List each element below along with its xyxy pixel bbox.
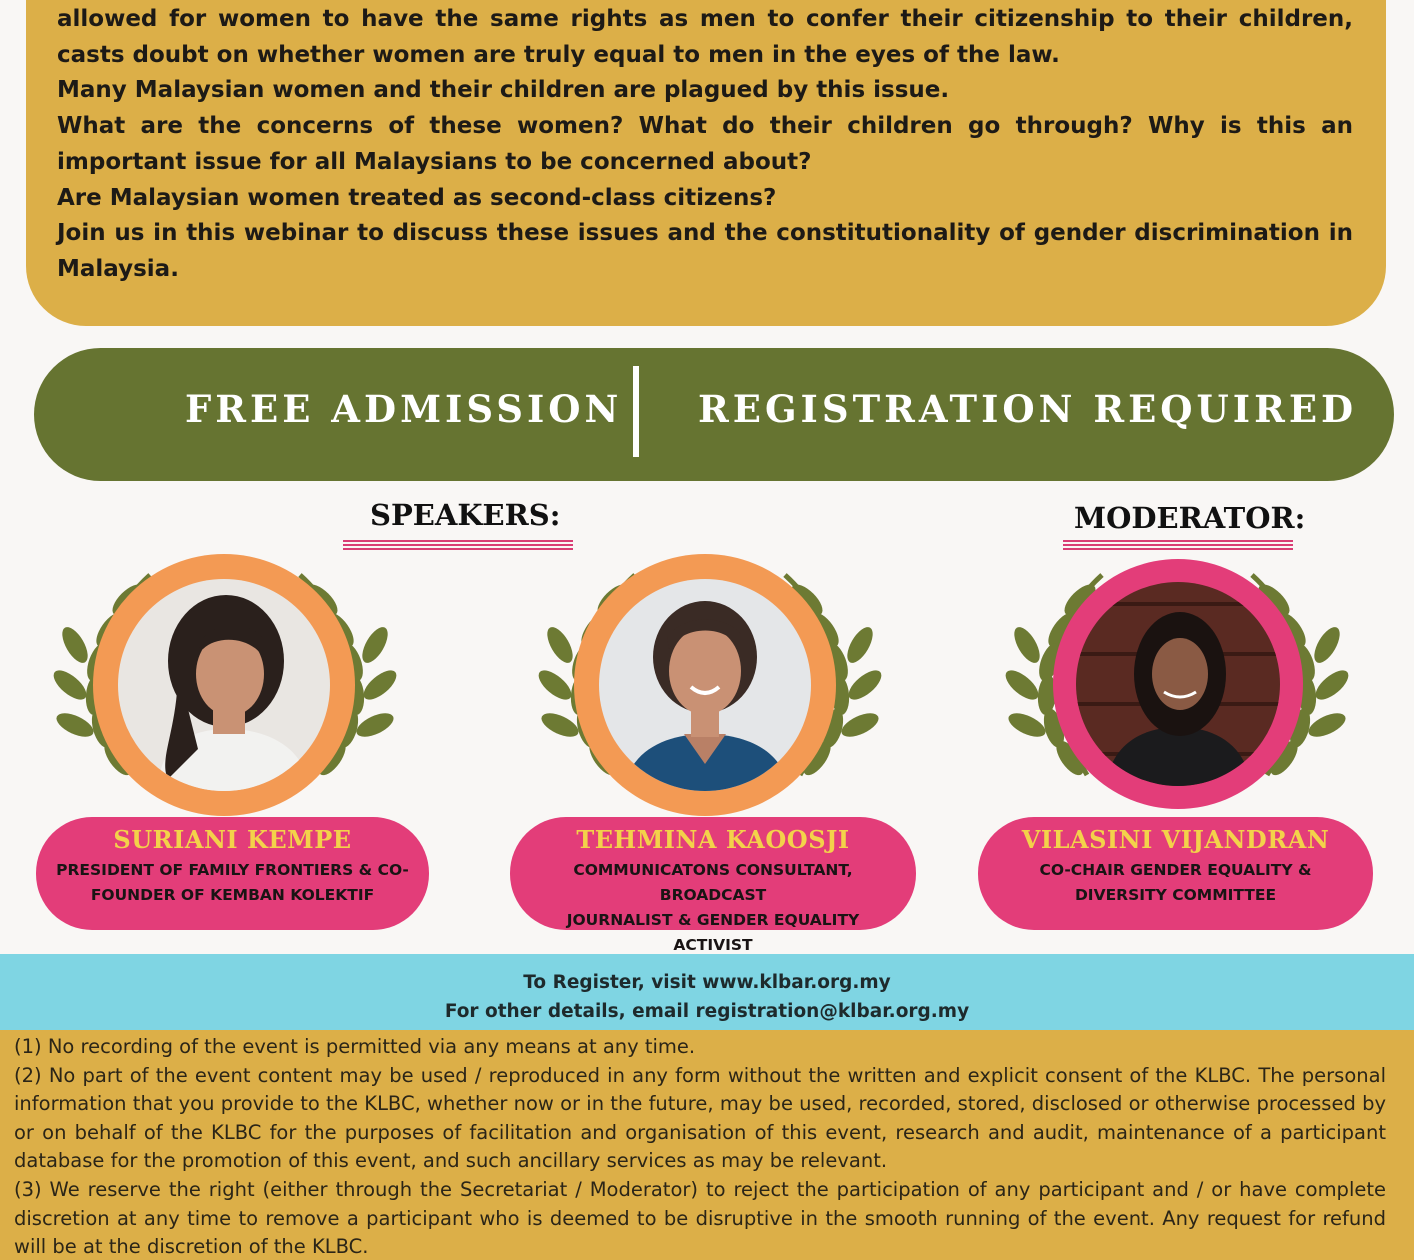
terms-text [14, 1033, 1386, 1260]
moderator-heading: MODERATOR: [1074, 501, 1306, 535]
moderator-name: VILASINI VIJANDRAN [1021, 825, 1330, 854]
intro-paragraph: What are the concerns of these women? What do their children go through? Why is this an important issue for all Malaysians to be concerned about? [57, 113, 1353, 175]
speaker-role-line: JOURNALIST & GENDER EQUALITY ACTIVIST [566, 911, 860, 954]
moderator-underline [1063, 540, 1293, 550]
speaker-role [510, 858, 916, 958]
moderator-role [978, 858, 1373, 908]
speaker-photo [599, 579, 811, 791]
terms-item: (1) No recording of the event is permitted via any means at any time. [14, 1035, 696, 1058]
moderator-photo [1076, 582, 1280, 786]
banner-divider [633, 366, 639, 457]
register-strip [0, 954, 1414, 1030]
registration-required-label: REGISTRATION REQUIRED [698, 387, 1358, 431]
speaker-role-line: COMMUNICATONS CONSULTANT, BROADCAST [573, 861, 853, 904]
intro-paragraph: Many Malaysian women and their children are plagued by this issue. [57, 77, 950, 104]
intro-text [57, 2, 1353, 288]
speaker-role-line: FOUNDER OF KEMBAN KOLEKTIF [90, 886, 375, 904]
speakers-underline [343, 540, 573, 550]
intro-paragraph: Join us in this webinar to discuss these issues and the constitutionality of gender discrimination in Malaysia. [57, 220, 1353, 282]
speaker-card [510, 817, 916, 954]
terms-item: (2) No part of the event content may be used / reproduced in any form without the written and explicit consent of the KLBC. The personal information that you provide to the KLBC, whether now or in the future, may be used, recorded, stored, disclosed or otherwise processed by or on behalf of the KLBC for the purposes of facilitation and organisation of this event, research and audit, maintenance of a participant database for the promotion of this event, and such ancillary services as may be relevant. [14, 1063, 1386, 1173]
moderator-role-line: DIVERSITY COMMITTEE [1074, 886, 1277, 904]
speaker-name: SURIANI KEMPE [113, 825, 352, 854]
intro-paragraph: Are Malaysian women treated as second-class citizens? [57, 184, 777, 211]
contact-line: For other details, email registration@klbar.org.my [444, 1001, 970, 1022]
intro-paragraph: allowed for women to have the same rights as men to confer their citizenship to their children, casts doubt on whether women are truly equal to men in the eyes of the law. [57, 6, 1353, 68]
speaker-role [36, 858, 429, 908]
moderator-card [978, 817, 1373, 930]
speaker-name: TEHMINA KAOOSJI [576, 825, 850, 854]
speakers-heading: SPEAKERS: [370, 498, 561, 532]
free-admission-label: FREE ADMISSION [185, 387, 623, 431]
register-line: To Register, visit www.klbar.org.my [523, 972, 891, 993]
speaker-card [36, 817, 429, 930]
terms-item: (3) We reserve the right (either through the Secretariat / Moderator) to reject the participation of any participant and / or have complete discretion at any time to remove a participant who is deemed to be disruptive in the smooth running of the event. Any request for refund will be at the discretion of the KLBC. [14, 1177, 1386, 1259]
moderator-role-line: CO-CHAIR GENDER EQUALITY & [1039, 861, 1312, 879]
speaker-role-line: PRESIDENT OF FAMILY FRONTIERS & CO- [56, 861, 409, 879]
speaker-photo [118, 579, 330, 791]
